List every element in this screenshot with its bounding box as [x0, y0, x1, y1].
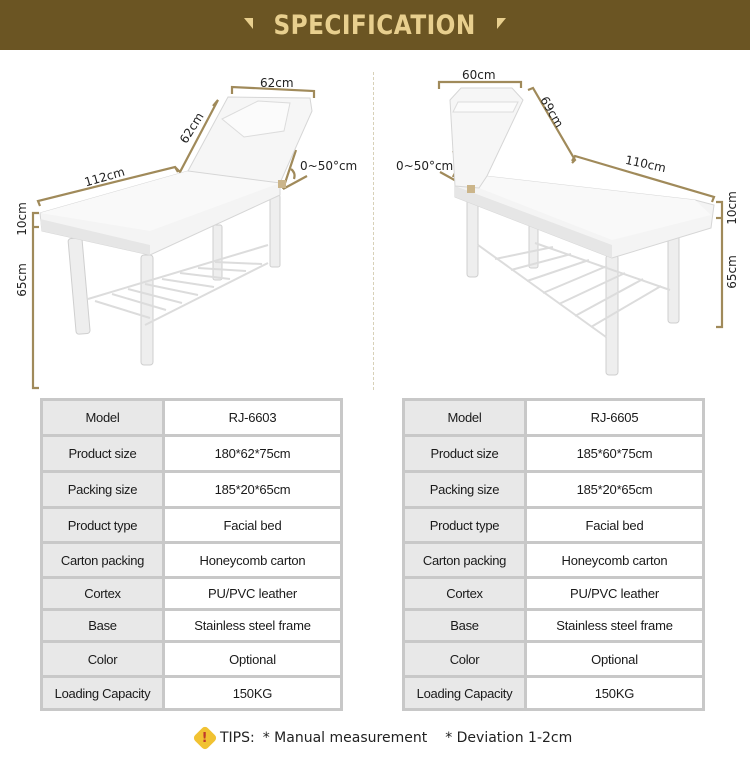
- spec-value: Stainless steel frame: [165, 611, 340, 640]
- dim-backrest-length: 69cm: [537, 93, 567, 131]
- spec-row-cortex: [43, 579, 340, 608]
- spec-key: Product size: [405, 437, 524, 470]
- spec-key: Product size: [43, 437, 162, 470]
- spec-key: Cortex: [405, 579, 524, 608]
- spec-row-model: [43, 401, 340, 434]
- spec-key: Loading Capacity: [405, 678, 524, 708]
- dim-leg-height: 65cm: [724, 255, 739, 289]
- spec-row-loading-capacity: [43, 678, 340, 708]
- spec-key: Packing size: [405, 473, 524, 506]
- dim-leg-height: 65cm: [14, 263, 29, 297]
- tip-deviation: * Deviation 1-2cm: [445, 730, 573, 746]
- spec-key: Color: [405, 643, 524, 675]
- spec-row-carton-packing: [43, 544, 340, 576]
- spec-value: RJ-6603: [165, 401, 340, 434]
- spec-key: Color: [43, 643, 162, 675]
- spec-row-product-size: [43, 437, 340, 470]
- spec-value: 150KG: [527, 678, 702, 708]
- spec-key: Carton packing: [43, 544, 162, 576]
- spec-row-base: [43, 611, 340, 640]
- spec-value: Facial bed: [527, 509, 702, 541]
- spec-row-color: [43, 643, 340, 675]
- spec-key: Product type: [43, 509, 162, 541]
- tips-bar: [196, 728, 590, 748]
- spec-value: Optional: [527, 643, 702, 675]
- spec-value: Optional: [165, 643, 340, 675]
- spec-header: [0, 0, 750, 50]
- triangle-right-icon: [497, 18, 506, 29]
- spec-key: Packing size: [43, 473, 162, 506]
- spec-value: Stainless steel frame: [527, 611, 702, 640]
- spec-row-product-type: [405, 509, 702, 541]
- spec-value: 180*62*75cm: [165, 437, 340, 470]
- dim-head-width: 62cm: [260, 76, 294, 90]
- spec-key: Base: [43, 611, 162, 640]
- dim-cushion-height: 10cm: [724, 191, 739, 225]
- spec-row-cortex: [405, 579, 702, 608]
- dim-body-length: 110cm: [623, 152, 668, 176]
- spec-value: Facial bed: [165, 509, 340, 541]
- spec-value: PU/PVC leather: [165, 579, 340, 608]
- spec-row-model: [405, 401, 702, 434]
- spec-key: Cortex: [43, 579, 162, 608]
- spec-table-rj6605: [402, 398, 705, 711]
- spec-value: RJ-6605: [527, 401, 702, 434]
- spec-key: Product type: [405, 509, 524, 541]
- spec-value: Honeycomb carton: [165, 544, 340, 576]
- dim-angle: 0~50°cm: [396, 159, 454, 173]
- product-illustration-right: [375, 55, 750, 390]
- dim-backrest-length: 62cm: [176, 110, 207, 146]
- spec-value: 150KG: [165, 678, 340, 708]
- spec-row-packing-size: [405, 473, 702, 506]
- page-title: SPECIFICATION: [273, 9, 477, 41]
- spec-value: 185*60*75cm: [527, 437, 702, 470]
- spec-row-carton-packing: [405, 544, 702, 576]
- spec-row-loading-capacity: [405, 678, 702, 708]
- spec-key: Base: [405, 611, 524, 640]
- spec-key: Carton packing: [405, 544, 524, 576]
- spec-row-product-type: [43, 509, 340, 541]
- spec-key: Model: [405, 401, 524, 434]
- spec-value: PU/PVC leather: [527, 579, 702, 608]
- facial-bed-rj6603-image: [0, 55, 375, 390]
- facial-bed-rj6605-image: [375, 55, 750, 390]
- triangle-left-icon: [244, 18, 253, 29]
- spec-value: 185*20*65cm: [527, 473, 702, 506]
- spec-value: Honeycomb carton: [527, 544, 702, 576]
- spec-key: Loading Capacity: [43, 678, 162, 708]
- spec-row-packing-size: [43, 473, 340, 506]
- warning-icon: !: [192, 725, 217, 750]
- tips-label: TIPS:: [220, 730, 255, 746]
- product-illustration-left: [0, 55, 375, 390]
- spec-row-base: [405, 611, 702, 640]
- tip-manual-measurement: * Manual measurement: [262, 730, 428, 746]
- spec-key: Model: [43, 401, 162, 434]
- dashed-divider: [373, 72, 374, 390]
- dim-body-length: 112cm: [82, 164, 127, 190]
- dim-cushion-height: 10cm: [14, 202, 29, 236]
- dim-angle: 0~50°cm: [300, 159, 358, 173]
- dim-head-width: 60cm: [462, 68, 496, 82]
- spec-row-color: [405, 643, 702, 675]
- spec-value: 185*20*65cm: [165, 473, 340, 506]
- spec-table-rj6603: [40, 398, 343, 711]
- spec-row-product-size: [405, 437, 702, 470]
